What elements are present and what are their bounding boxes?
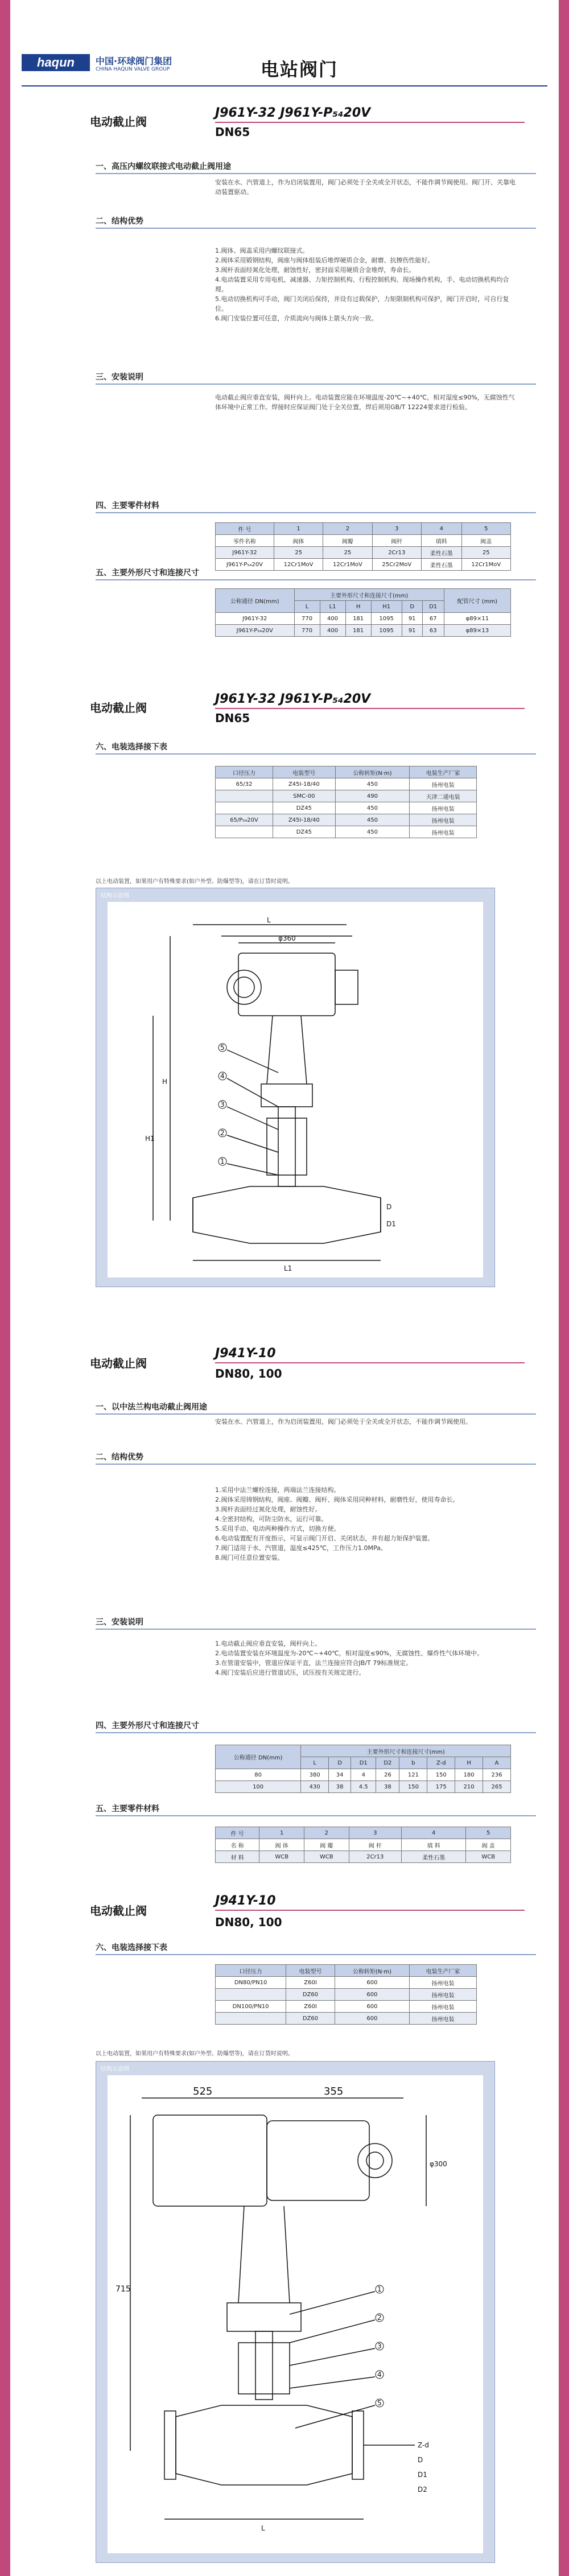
product-dn: DN80, 100 — [215, 1367, 282, 1380]
company-logo: haqun — [22, 54, 90, 71]
table-cell: 400 — [320, 625, 345, 637]
table-cell: 阀 杆 — [349, 1839, 401, 1851]
model-underline — [215, 1362, 525, 1363]
usage-text: 安装在水、汽管道上，作为启闭装置用，阀门必须处于全关或全开状态，不能作调节阀使用。阀门开、关靠电动装置驱动。 — [215, 179, 516, 196]
page-header — [10, 54, 559, 78]
table-cell: 63 — [422, 625, 444, 637]
table-header-cell: 1 — [259, 1827, 304, 1839]
table-cell: WCB — [466, 1851, 511, 1863]
table-header-cell: D2 — [376, 1757, 399, 1769]
structure-item: 1.采用中法兰螺栓连接，两端法兰连接结构。 — [215, 1486, 340, 1494]
dim-width-left: 525 — [193, 2085, 213, 2097]
table-cell: 450 — [335, 826, 410, 838]
table-cell: 265 — [483, 1781, 511, 1793]
table-cell: DZ60 — [286, 1989, 335, 2001]
product-dn: DN80, 100 — [215, 1915, 282, 1929]
table-header-cell: 主要外形尺寸和连接尺寸(mm) — [301, 1745, 511, 1757]
table-cell: 阀杆 — [372, 535, 421, 547]
section-usage: 一、高压内螺纹联接式电动截止阀用途 — [96, 160, 536, 174]
install-item: 1.电动截止阀应垂直安装，阀杆向上。 — [215, 1640, 321, 1647]
structure-item: 3.阀杆表面经过氮化处理，耐蚀性好。 — [215, 1506, 321, 1513]
install-text: 电动截止阀应垂直安装，阀杆向上。电动装置应能在环境温度-20℃~+40℃，相对湿度≤90%，无腐蚀性气体环境中正常工作。焊接时应保证阀门处于全关位置，焊后须用GB/T 12224要求进行检验。 — [215, 394, 515, 411]
table-header-cell: L — [294, 601, 320, 613]
table-cell: 100 — [216, 1781, 301, 1793]
product-category: 电动截止阀 — [90, 115, 147, 129]
table-cell: 阀 盖 — [466, 1839, 511, 1851]
section-install: 三、安装说明 — [96, 371, 536, 385]
table-header-cell: Z-d — [427, 1757, 455, 1769]
table-cell: 600 — [335, 2013, 409, 2025]
structure-item: 5.采用手动、电动两种操作方式，切换方便。 — [215, 1525, 340, 1532]
table-cell: 150 — [399, 1781, 427, 1793]
table-cell: 扬州电装 — [410, 778, 477, 790]
table-cell: 扬州电装 — [410, 2001, 477, 2013]
right-accent-bar — [559, 0, 569, 2576]
install-item: 4.阀门安装后应进行管道试压，试压按有关规定进行。 — [215, 1669, 365, 1676]
valve-drawing-2 — [108, 2075, 483, 2553]
table-cell: 181 — [345, 625, 371, 637]
table-cell: 扬州电装 — [410, 1989, 477, 2001]
header-divider — [22, 85, 547, 86]
dim-D1: D1 — [418, 2471, 427, 2479]
structure-list — [215, 246, 519, 323]
table-header-cell: 电装型号 — [286, 1965, 335, 1977]
table-cell: 2Cr13 — [372, 547, 421, 559]
product-category: 电动截止阀 — [90, 701, 147, 715]
dim-H: H — [162, 1078, 168, 1086]
table-cell: 380 — [301, 1769, 329, 1781]
svg-text:3: 3 — [220, 1101, 225, 1108]
install-item: 3.在管道安装中，管道应保证平直，法兰连接应符合JB/T 79标准规定。 — [215, 1659, 413, 1667]
svg-text:5: 5 — [377, 2399, 382, 2407]
table-header-cell: 口径压力 — [216, 1965, 286, 1977]
table-cell: 770 — [294, 625, 320, 637]
table-cell: 770 — [294, 613, 320, 625]
table-cell: J961Y-P₅₄20V — [216, 559, 274, 571]
dimensions-table — [215, 588, 511, 637]
table-header-cell: 配管尺寸 (mm) — [444, 589, 510, 613]
section-actuator-select: 六、电装选择接下表 — [96, 1942, 536, 1955]
table-header-cell: 公称通径 DN(mm) — [216, 1745, 301, 1769]
dim-H1: H1 — [145, 1135, 155, 1143]
table-cell: 38 — [376, 1781, 399, 1793]
table-cell: 柔性石墨 — [402, 1851, 466, 1863]
table-header-cell: b — [399, 1757, 427, 1769]
diagram-label: 结构示意图 — [101, 2066, 129, 2072]
section-actuator-select: 六、电装选择接下表 — [96, 741, 536, 755]
structure-item: 2.阀体采用铸钢结构，阀座、阀瓣、阀杆、阀体采用同种材料，耐磨性好，使用寿命长。 — [215, 1496, 459, 1503]
svg-text:2: 2 — [377, 2314, 382, 2322]
table-cell: 91 — [402, 613, 422, 625]
table-cell: 65/32 — [216, 778, 273, 790]
table-cell: Z45I-18/40 — [273, 778, 335, 790]
table-cell: 600 — [335, 1989, 409, 2001]
table-cell: 12Cr1MoV — [323, 559, 372, 571]
table-header-cell: 件 号 — [216, 1827, 259, 1839]
structure-item: 4.全密封结构，可防尘防水，运行可靠。 — [215, 1515, 328, 1523]
table-cell: 91 — [402, 625, 422, 637]
table-cell: 扬州电装 — [410, 826, 477, 838]
svg-text:4: 4 — [377, 2371, 382, 2379]
table-cell: 400 — [320, 613, 345, 625]
table-cell: J961Y-32 — [216, 613, 295, 625]
table-cell — [216, 826, 273, 838]
valve-drawing-1 — [108, 902, 483, 1277]
table-header-cell: H — [455, 1757, 483, 1769]
structure-item: 5.电动切换机构可手动，阀门关闭后保持，并设有过载保护，力矩限制机构可保护，阀门开启时，可自行复位。 — [215, 295, 509, 312]
table-header-cell: H — [345, 601, 371, 613]
table-cell: 4 — [351, 1769, 376, 1781]
table-cell — [216, 1989, 286, 2001]
table-cell: 4.5 — [351, 1781, 376, 1793]
diagram-panel — [96, 888, 495, 1287]
table-cell: 450 — [335, 778, 410, 790]
table-cell: 填料 — [421, 535, 461, 547]
table-header-cell: 公称转矩(N·m) — [335, 766, 410, 778]
table-header-cell: 3 — [372, 523, 421, 535]
actuator-note: 以上电动装置，如果用户有特殊要求(如户外型、防爆型等)，请在订货时说明。 — [96, 2051, 294, 2057]
table-cell: 扬州电装 — [410, 1977, 477, 1989]
table-header-cell: 主要外形尺寸和连接尺寸(mm) — [294, 589, 444, 601]
structure-item: 4.电动装置采用专用电机，减速器、力矩控制机构、行程控制机构、现场操作机构，手、电动切换机构均合理。 — [215, 276, 509, 293]
table-header-cell: 电装生产厂家 — [410, 766, 477, 778]
product-model: J961Y-32 J961Y-P₅₄20V — [215, 692, 371, 706]
usage-text: 安装在水、汽管道上，作为启闭装置用，阀门必须处于全关或全开状态，不能作调节阀使用。 — [215, 1418, 472, 1425]
table-header-cell: 3 — [349, 1827, 401, 1839]
table-cell: SMC-00 — [273, 790, 335, 802]
svg-text:2: 2 — [220, 1129, 225, 1137]
table-header-cell: 电装型号 — [273, 766, 335, 778]
company-name-cn: 中国·环球阀门集团 — [96, 56, 172, 67]
table-cell: 430 — [301, 1781, 329, 1793]
table-cell — [216, 802, 273, 814]
actuator-table — [215, 1964, 477, 2025]
table-cell: 600 — [335, 1977, 409, 1989]
diagram-drawing — [108, 2075, 483, 2553]
table-header-cell: L1 — [320, 601, 345, 613]
table-cell: 25 — [461, 547, 510, 559]
table-header-cell: 4 — [421, 523, 461, 535]
table-cell: 1095 — [371, 613, 402, 625]
structure-item: 7.阀门适用于水、汽管道，温度≤425℃，工作压力1.0MPa。 — [215, 1544, 387, 1552]
section-materials: 四、主要零件材料 — [96, 500, 536, 513]
table-cell: 175 — [427, 1781, 455, 1793]
table-header-cell: 2 — [304, 1827, 349, 1839]
structure-list — [215, 1485, 519, 1563]
table-cell: 26 — [376, 1769, 399, 1781]
dim-width-right: 355 — [324, 2085, 344, 2097]
table-header-cell: 口径压力 — [216, 766, 273, 778]
table-header-cell: H1 — [371, 601, 402, 613]
table-cell: DZ45 — [273, 802, 335, 814]
section-install: 三、安装说明 — [96, 1616, 536, 1630]
section-structure: 二、结构优势 — [96, 215, 536, 229]
table-cell: 扬州电装 — [410, 802, 477, 814]
table-cell: 2Cr13 — [349, 1851, 401, 1863]
table-cell: Z45I-18/40 — [273, 814, 335, 826]
table-cell: 121 — [399, 1769, 427, 1781]
table-cell: 12Cr1MoV — [274, 559, 323, 571]
dim-bolts: Z-d — [418, 2441, 429, 2449]
page-title: 电站阀门 — [261, 59, 339, 80]
product-model: J941Y-10 — [215, 1894, 276, 1908]
table-cell: 67 — [422, 613, 444, 625]
table-header-cell: D — [402, 601, 422, 613]
table-cell: 450 — [335, 802, 410, 814]
table-cell: 181 — [345, 613, 371, 625]
product-model: J941Y-10 — [215, 1346, 276, 1361]
table-cell: 阀体 — [274, 535, 323, 547]
section-usage: 一、以中法兰构电动截止阀用途 — [96, 1401, 536, 1415]
materials-table — [215, 1827, 511, 1863]
table-header-cell: L — [301, 1757, 329, 1769]
table-cell — [216, 2013, 286, 2025]
table-cell: 65/P₅₄20V — [216, 814, 273, 826]
table-cell: 阀瓣 — [323, 535, 372, 547]
svg-text:1: 1 — [377, 2285, 382, 2293]
dim-D: D — [386, 1203, 392, 1211]
table-cell: 阀盖 — [461, 535, 510, 547]
install-list — [215, 1639, 519, 1678]
table-header-cell: A — [483, 1757, 511, 1769]
section-materials: 五、主要零件材料 — [96, 1803, 536, 1816]
dimensions-table — [215, 1745, 511, 1793]
table-cell: 柔性石墨 — [421, 559, 461, 571]
table-cell: DN80/PN10 — [216, 1977, 286, 1989]
table-cell: DZ45 — [273, 826, 335, 838]
model-underline — [215, 1910, 525, 1911]
svg-text:4: 4 — [220, 1072, 225, 1080]
actuator-table — [215, 766, 477, 838]
dim-diameter: φ360 — [278, 934, 296, 942]
table-header-cell: 公称转矩(N·m) — [335, 1965, 409, 1977]
actuator-note: 以上电动装置，如果用户有特殊要求(如户外型、防爆型等)，请在订货时说明。 — [96, 879, 294, 885]
dim-D1: D1 — [386, 1220, 396, 1228]
model-underline — [215, 122, 525, 123]
product-category: 电动截止阀 — [90, 1357, 147, 1370]
table-header-cell: 公称通径 DN(mm) — [216, 589, 295, 613]
table-cell: 25 — [323, 547, 372, 559]
table-cell: 12Cr1MoV — [461, 559, 510, 571]
table-cell: J961Y-32 — [216, 547, 274, 559]
diagram-panel — [96, 2061, 495, 2563]
svg-text:5: 5 — [220, 1044, 225, 1052]
table-cell: 材 料 — [216, 1851, 259, 1863]
table-header-cell: 2 — [323, 523, 372, 535]
table-cell: WCB — [304, 1851, 349, 1863]
section-dimensions: 四、主要外形尺寸和连接尺寸 — [96, 1720, 536, 1733]
table-header-cell: D — [329, 1757, 351, 1769]
diagram-label: 结构示意图 — [101, 893, 129, 899]
table-cell: 零件名称 — [216, 535, 274, 547]
table-cell: WCB — [259, 1851, 304, 1863]
table-header-cell: 5 — [466, 1827, 511, 1839]
model-underline — [215, 708, 525, 709]
table-cell — [216, 790, 273, 802]
dim-diameter: φ300 — [430, 2160, 447, 2168]
table-cell: φ89×11 — [444, 613, 510, 625]
table-cell: 名 称 — [216, 1839, 259, 1851]
product-model: J961Y-32 J961Y-P₅₄20V — [215, 106, 371, 120]
table-cell: 490 — [335, 790, 410, 802]
table-header-cell: 1 — [274, 523, 323, 535]
structure-item: 3.阀杆表面经氮化处理，耐蚀性好，密封面采用硬质合金堆焊，寿命长。 — [215, 266, 415, 274]
table-header-cell: 件 号 — [216, 523, 274, 535]
table-cell: 236 — [483, 1769, 511, 1781]
table-header-cell: 4 — [402, 1827, 466, 1839]
table-cell: 天津二通电装 — [410, 790, 477, 802]
install-item: 2.电动装置安装在环境温度为-20℃~+40℃，相对湿度≤90%，无腐蚀性、爆炸性气体环境中。 — [215, 1650, 484, 1657]
table-cell: φ89×13 — [444, 625, 510, 637]
table-cell: 1095 — [371, 625, 402, 637]
catalog-page — [10, 0, 559, 2576]
table-cell: 阀 瓣 — [304, 1839, 349, 1851]
table-cell: 扬州电装 — [410, 2013, 477, 2025]
section-structure: 二、结构优势 — [96, 1451, 536, 1465]
table-cell: Z60I — [286, 2001, 335, 2013]
table-cell: 38 — [329, 1781, 351, 1793]
dim-D: D — [418, 2456, 423, 2464]
dim-L1: L1 — [284, 1264, 292, 1272]
table-cell: Z60I — [286, 1977, 335, 1989]
table-cell: 填 料 — [402, 1839, 466, 1851]
table-cell: DN100/PN10 — [216, 2001, 286, 2013]
table-cell: 25Cr2MoV — [372, 559, 421, 571]
section-dimensions: 五、主要外形尺寸和连接尺寸 — [96, 567, 536, 580]
table-cell: 阀 体 — [259, 1839, 304, 1851]
table-header-cell: 电装生产厂家 — [410, 1965, 477, 1977]
table-cell: DZ60 — [286, 2013, 335, 2025]
table-cell: 扬州电装 — [410, 814, 477, 826]
left-accent-bar — [0, 0, 10, 2576]
dim-L: L — [267, 916, 271, 924]
table-cell: 柔性石墨 — [421, 547, 461, 559]
table-header-cell: D1 — [422, 601, 444, 613]
dim-D2: D2 — [418, 2486, 427, 2493]
table-cell: 34 — [329, 1769, 351, 1781]
table-header-cell: 5 — [461, 523, 510, 535]
structure-item: 6.电动装置配有开度指示，可显示阀门开启、关闭状态，并有超力矩保护装置。 — [215, 1535, 434, 1542]
product-category: 电动截止阀 — [90, 1904, 147, 1918]
table-cell: 450 — [335, 814, 410, 826]
table-cell: 150 — [427, 1769, 455, 1781]
table-cell: 600 — [335, 2001, 409, 2013]
product-dn: DN65 — [215, 711, 250, 725]
product-dn: DN65 — [215, 125, 250, 139]
table-cell: 25 — [274, 547, 323, 559]
company-name-en: CHINA HAQUN VALVE GROUP — [96, 67, 170, 72]
dim-height: 715 — [116, 2285, 131, 2294]
svg-text:1: 1 — [220, 1157, 225, 1165]
svg-text:3: 3 — [377, 2342, 382, 2350]
materials-table — [215, 522, 511, 571]
table-cell: J961Y-P₅₄20V — [216, 625, 295, 637]
table-cell: 210 — [455, 1781, 483, 1793]
table-cell: 180 — [455, 1769, 483, 1781]
structure-item: 6.阀门安装位置可任意，介质流向与阀体上箭头方向一致。 — [215, 315, 378, 322]
structure-item: 2.阀体采用锻钢结构，阀座与阀体组装后堆焊硬质合金，耐磨、抗擦伤性能好。 — [215, 257, 434, 264]
dim-L: L — [261, 2524, 265, 2532]
table-cell: 80 — [216, 1769, 301, 1781]
structure-item: 8.阀门可任意位置安装。 — [215, 1554, 284, 1561]
structure-item: 1.阀体、阀盖采用内螺纹联接式。 — [215, 247, 309, 254]
table-header-cell: D1 — [351, 1757, 376, 1769]
diagram-drawing — [108, 902, 483, 1277]
